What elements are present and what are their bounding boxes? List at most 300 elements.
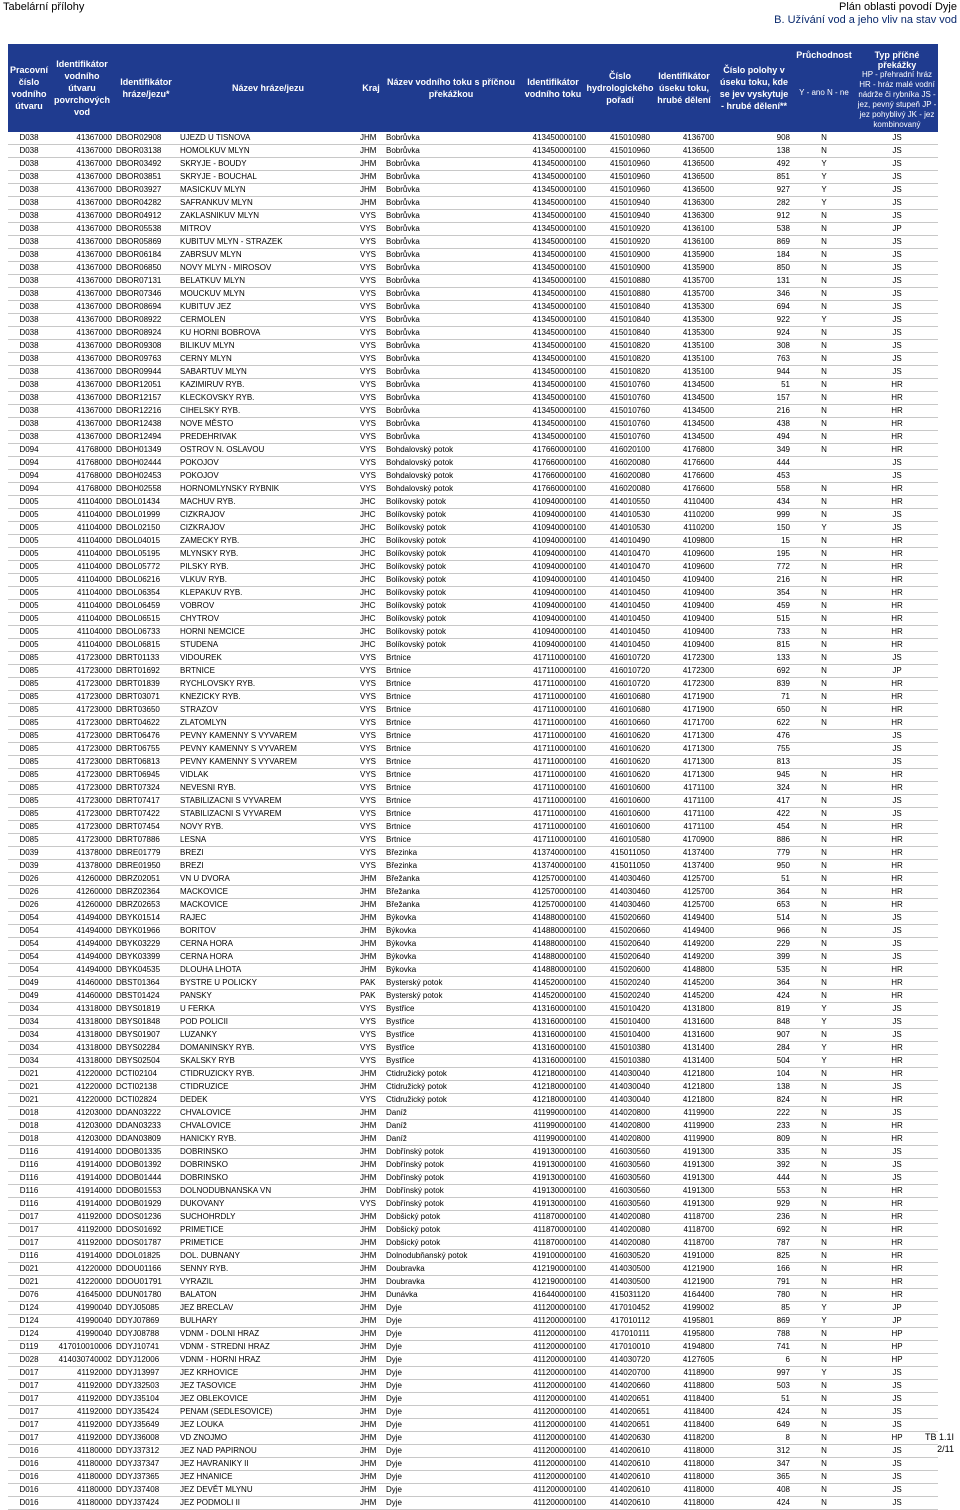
cell-id-useku: 4118800 — [652, 1380, 716, 1393]
cell-nazev-hraze: STRAZOV — [178, 704, 358, 717]
cell-poloha: 364 — [716, 886, 792, 899]
cell-pracovni-cislo: D038 — [8, 210, 50, 223]
cell-hydro-poradi: 415020240 — [588, 977, 652, 990]
cell-nazev-hraze: DUKOVANY — [178, 1198, 358, 1211]
cell-pruchodnost: N — [792, 561, 856, 574]
cell-nazev-hraze: BILIKUV MLYN — [178, 340, 358, 353]
cell-kraj: VYS — [358, 340, 384, 353]
cell-hydro-poradi: 416010600 — [588, 821, 652, 834]
cell-hydro-poradi: 416030560 — [588, 1146, 652, 1159]
cell-poloha: 694 — [716, 301, 792, 314]
cell-nazev-toku: Dyje — [384, 1445, 518, 1458]
cell-hydro-poradi: 414020660 — [588, 1380, 652, 1393]
cell-id-utvaru: 41367000 — [50, 431, 114, 444]
cell-id-toku: 413450000100 — [518, 314, 588, 327]
cell-id-hraze: DDYJ37408 — [114, 1484, 178, 1497]
cell-kraj: JHM — [358, 1211, 384, 1224]
cell-typ-prekazky: JS — [856, 1029, 938, 1042]
cell-typ-prekazky: JS — [856, 951, 938, 964]
cell-hydro-poradi: 414020610 — [588, 1484, 652, 1497]
cell-hydro-poradi: 415020660 — [588, 912, 652, 925]
cell-typ-prekazky: HR — [856, 1289, 938, 1302]
cell-hydro-poradi: 414020800 — [588, 1133, 652, 1146]
cell-id-hraze: DBYK04535 — [114, 964, 178, 977]
cell-id-useku: 4121800 — [652, 1068, 716, 1081]
cell-poloha: 927 — [716, 184, 792, 197]
cell-nazev-toku: Bobrůvka — [384, 210, 518, 223]
cell-nazev-hraze: KLECKOVSKY RYB. — [178, 392, 358, 405]
cell-nazev-toku: Bystřice — [384, 1003, 518, 1016]
cell-typ-prekazky: HR — [856, 1198, 938, 1211]
cell-nazev-toku: Brtnice — [384, 782, 518, 795]
cell-nazev-hraze: BREZI — [178, 847, 358, 860]
cell-typ-prekazky: HR — [856, 834, 938, 847]
cell-kraj: JHM — [358, 1068, 384, 1081]
cell-pracovni-cislo: D038 — [8, 184, 50, 197]
cell-nazev-hraze: VDNM - HORNI HRAZ — [178, 1354, 358, 1367]
col-header-pracovni-cislo: Pracovní číslo vodního útvaru — [9, 65, 49, 111]
cell-id-toku: 413740000100 — [518, 860, 588, 873]
cell-poloha: 538 — [716, 223, 792, 236]
cell-pruchodnost: N — [792, 327, 856, 340]
cell-nazev-toku: Bysterský potok — [384, 990, 518, 1003]
cell-id-toku: 413450000100 — [518, 132, 588, 145]
cell-poloha: 966 — [716, 925, 792, 938]
cell-poloha: 349 — [716, 444, 792, 457]
cell-pruchodnost: N — [792, 795, 856, 808]
cell-hydro-poradi: 415020600 — [588, 964, 652, 977]
cell-nazev-toku: Dobřínský potok — [384, 1185, 518, 1198]
cell-nazev-toku: Bolíkovský potok — [384, 548, 518, 561]
table-row — [8, 730, 938, 743]
cell-nazev-toku: Brtnice — [384, 704, 518, 717]
cell-kraj: JHM — [358, 1120, 384, 1133]
cell-id-useku: 4127605 — [652, 1354, 716, 1367]
cell-id-toku: 410940000100 — [518, 535, 588, 548]
cell-hydro-poradi: 416020080 — [588, 457, 652, 470]
cell-nazev-hraze: HANICKY RYB. — [178, 1133, 358, 1146]
cell-kraj: JHM — [358, 1497, 384, 1510]
cell-pruchodnost: N — [792, 1029, 856, 1042]
cell-poloha: 779 — [716, 847, 792, 860]
cell-id-useku: 4191300 — [652, 1172, 716, 1185]
cell-pracovni-cislo: D017 — [8, 1367, 50, 1380]
cell-id-toku: 413160000100 — [518, 1042, 588, 1055]
cell-nazev-toku: Bohdalovský potok — [384, 457, 518, 470]
cell-nazev-hraze: MITROV — [178, 223, 358, 236]
cell-typ-prekazky: JS — [856, 743, 938, 756]
cell-pracovni-cislo: D021 — [8, 1276, 50, 1289]
cell-id-hraze: DBOR12051 — [114, 379, 178, 392]
cell-kraj: JHM — [358, 1133, 384, 1146]
cell-nazev-hraze: DOMANINSKY RYB. — [178, 1042, 358, 1055]
cell-hydro-poradi: 414030500 — [588, 1276, 652, 1289]
cell-id-hraze: DBOH02444 — [114, 457, 178, 470]
cell-poloha: 503 — [716, 1380, 792, 1393]
cell-id-hraze: DBYS01848 — [114, 1016, 178, 1029]
cell-pracovni-cislo: D034 — [8, 1003, 50, 1016]
cell-nazev-toku: Bolíkovský potok — [384, 496, 518, 509]
cell-nazev-hraze: SKRYJE - BOUDY — [178, 158, 358, 171]
cell-pruchodnost: Y — [792, 184, 856, 197]
table-row — [8, 899, 938, 912]
cell-typ-prekazky: HR — [856, 613, 938, 626]
cell-pruchodnost: N — [792, 899, 856, 912]
cell-id-hraze: DBOR12494 — [114, 431, 178, 444]
cell-pracovni-cislo: D038 — [8, 431, 50, 444]
cell-poloha: 444 — [716, 457, 792, 470]
cell-nazev-toku: Bobrůvka — [384, 158, 518, 171]
cell-id-utvaru: 41220000 — [50, 1094, 114, 1107]
cell-pruchodnost: N — [792, 652, 856, 665]
cell-kraj: JHM — [358, 1237, 384, 1250]
cell-id-hraze: DBOH02558 — [114, 483, 178, 496]
cell-id-utvaru: 41645000 — [50, 1289, 114, 1302]
cell-id-toku: 413450000100 — [518, 262, 588, 275]
table-row — [8, 1159, 938, 1172]
cell-pracovni-cislo: D116 — [8, 1146, 50, 1159]
cell-nazev-hraze: DOBRINSKO — [178, 1172, 358, 1185]
cell-id-useku: 4109400 — [652, 626, 716, 639]
cell-id-utvaru: 41723000 — [50, 717, 114, 730]
cell-pruchodnost: Y — [792, 1302, 856, 1315]
cell-id-hraze: DDYJ05085 — [114, 1302, 178, 1315]
cell-id-useku: 4135300 — [652, 301, 716, 314]
cell-id-utvaru: 41367000 — [50, 249, 114, 262]
cell-id-utvaru: 41203000 — [50, 1133, 114, 1146]
cell-id-useku: 4191300 — [652, 1185, 716, 1198]
cell-poloha: 347 — [716, 1458, 792, 1471]
cell-hydro-poradi: 415010820 — [588, 353, 652, 366]
cell-id-toku: 413450000100 — [518, 405, 588, 418]
cell-hydro-poradi: 415010960 — [588, 158, 652, 171]
cell-nazev-toku: Bolíkovský potok — [384, 561, 518, 574]
table-row — [8, 808, 938, 821]
cell-id-toku: 413740000100 — [518, 847, 588, 860]
cell-id-utvaru: 41367000 — [50, 405, 114, 418]
cell-hydro-poradi: 415010940 — [588, 197, 652, 210]
cell-poloha: 157 — [716, 392, 792, 405]
table-row — [8, 1029, 938, 1042]
cell-id-utvaru: 41180000 — [50, 1497, 114, 1510]
cell-id-utvaru: 41220000 — [50, 1068, 114, 1081]
cell-id-toku: 419130000100 — [518, 1172, 588, 1185]
table-row — [8, 431, 938, 444]
cell-nazev-hraze: PILSKY RYB. — [178, 561, 358, 574]
cell-id-toku: 414880000100 — [518, 951, 588, 964]
cell-nazev-toku: Bobrůvka — [384, 431, 518, 444]
table-row — [8, 860, 938, 873]
cell-pracovni-cislo: D017 — [8, 1419, 50, 1432]
cell-poloha: 787 — [716, 1237, 792, 1250]
cell-nazev-toku: Břežanka — [384, 899, 518, 912]
cell-pracovni-cislo: D116 — [8, 1159, 50, 1172]
cell-poloha: 392 — [716, 1159, 792, 1172]
cell-hydro-poradi: 416030560 — [588, 1198, 652, 1211]
cell-pracovni-cislo: D085 — [8, 678, 50, 691]
cell-hydro-poradi: 415010760 — [588, 379, 652, 392]
cell-id-utvaru: 41723000 — [50, 678, 114, 691]
cell-id-toku: 410940000100 — [518, 600, 588, 613]
cell-typ-prekazky: JS — [856, 1380, 938, 1393]
cell-pruchodnost: N — [792, 665, 856, 678]
cell-typ-prekazky: HR — [856, 496, 938, 509]
cell-kraj: JHM — [358, 925, 384, 938]
cell-hydro-poradi: 414010470 — [588, 561, 652, 574]
cell-typ-prekazky: JS — [856, 340, 938, 353]
cell-kraj: VYS — [358, 730, 384, 743]
cell-id-useku: 4118700 — [652, 1224, 716, 1237]
cell-nazev-toku: Brtnice — [384, 678, 518, 691]
cell-typ-prekazky: HR — [856, 418, 938, 431]
cell-id-useku: 4171300 — [652, 743, 716, 756]
cell-id-useku: 4171700 — [652, 717, 716, 730]
cell-nazev-hraze: VIDOUREK — [178, 652, 358, 665]
table-row — [8, 340, 938, 353]
cell-pruchodnost: N — [792, 249, 856, 262]
cell-typ-prekazky: HR — [856, 1185, 938, 1198]
cell-nazev-hraze: MLYNSKY RYB. — [178, 548, 358, 561]
cell-poloha: 950 — [716, 860, 792, 873]
cell-nazev-hraze: VDNM - STREDNI HRAZ — [178, 1341, 358, 1354]
cell-kraj: VYS — [358, 691, 384, 704]
cell-pracovni-cislo: D005 — [8, 535, 50, 548]
table-row — [8, 1003, 938, 1016]
table-row — [8, 925, 938, 938]
cell-id-toku: 413450000100 — [518, 197, 588, 210]
table-row — [8, 1081, 938, 1094]
cell-id-toku: 411200000100 — [518, 1497, 588, 1510]
cell-id-useku: 4134500 — [652, 379, 716, 392]
cell-id-utvaru: 41494000 — [50, 938, 114, 951]
cell-id-toku: 413450000100 — [518, 236, 588, 249]
cell-id-toku: 413450000100 — [518, 249, 588, 262]
cell-hydro-poradi: 414020610 — [588, 1497, 652, 1510]
cell-pracovni-cislo: D034 — [8, 1055, 50, 1068]
cell-id-hraze: DBOR05538 — [114, 223, 178, 236]
cell-typ-prekazky: HR — [856, 821, 938, 834]
cell-pracovni-cislo: D038 — [8, 418, 50, 431]
cell-hydro-poradi: 414010450 — [588, 587, 652, 600]
cell-pracovni-cislo: D021 — [8, 1263, 50, 1276]
cell-nazev-hraze: SKRYJE - BOUCHAL — [178, 171, 358, 184]
cell-pracovni-cislo: D038 — [8, 314, 50, 327]
cell-nazev-hraze: MACKOVICE — [178, 899, 358, 912]
cell-nazev-hraze: VD ZNOJMO — [178, 1432, 358, 1445]
plan-title: Plán oblasti povodí Dyje — [838, 1, 957, 13]
cell-pruchodnost: N — [792, 1250, 856, 1263]
cell-nazev-hraze: STUDENA — [178, 639, 358, 652]
cell-id-useku: 4109400 — [652, 574, 716, 587]
table-row — [8, 782, 938, 795]
cell-poloha: 417 — [716, 795, 792, 808]
cell-typ-prekazky: JS — [856, 1406, 938, 1419]
cell-id-hraze: DDOU01166 — [114, 1263, 178, 1276]
cell-id-useku: 4191300 — [652, 1159, 716, 1172]
cell-pracovni-cislo: D085 — [8, 795, 50, 808]
cell-hydro-poradi: 416030520 — [588, 1250, 652, 1263]
cell-id-useku: 4136300 — [652, 210, 716, 223]
cell-pracovni-cislo: D054 — [8, 964, 50, 977]
cell-id-useku: 4172300 — [652, 678, 716, 691]
table-row — [8, 1484, 938, 1497]
cell-poloha: 438 — [716, 418, 792, 431]
cell-typ-prekazky: JS — [856, 938, 938, 951]
cell-nazev-hraze: DEDEK — [178, 1094, 358, 1107]
cell-hydro-poradi: 415020640 — [588, 951, 652, 964]
cell-typ-prekazky: HP — [856, 1354, 938, 1367]
cell-poloha: 791 — [716, 1276, 792, 1289]
cell-id-useku: 4135900 — [652, 262, 716, 275]
cell-id-toku: 413450000100 — [518, 145, 588, 158]
cell-hydro-poradi: 414020800 — [588, 1107, 652, 1120]
cell-kraj: JHM — [358, 184, 384, 197]
cell-nazev-hraze: CHVALOVICE — [178, 1107, 358, 1120]
cell-hydro-poradi: 415010760 — [588, 392, 652, 405]
cell-nazev-toku: Bystřice — [384, 1042, 518, 1055]
cell-nazev-toku: Daníž — [384, 1133, 518, 1146]
cell-id-hraze: DDOL01825 — [114, 1250, 178, 1263]
cell-id-hraze: DDYJ37365 — [114, 1471, 178, 1484]
cell-kraj: JHM — [358, 1172, 384, 1185]
cell-id-utvaru: 41367000 — [50, 236, 114, 249]
cell-nazev-toku: Ctidružický potok — [384, 1068, 518, 1081]
cell-id-utvaru: 41378000 — [50, 847, 114, 860]
cell-id-useku: 4118400 — [652, 1406, 716, 1419]
cell-id-hraze: DDYJ37312 — [114, 1445, 178, 1458]
cell-hydro-poradi: 415010760 — [588, 405, 652, 418]
cell-pracovni-cislo: D005 — [8, 548, 50, 561]
cell-id-toku: 412180000100 — [518, 1094, 588, 1107]
cell-nazev-toku: Dyje — [384, 1484, 518, 1497]
cell-poloha: 233 — [716, 1120, 792, 1133]
cell-pracovni-cislo: D039 — [8, 860, 50, 873]
cell-id-hraze: DBOL06354 — [114, 587, 178, 600]
cell-pruchodnost: N — [792, 1484, 856, 1497]
cell-typ-prekazky: JS — [856, 275, 938, 288]
table-row — [8, 132, 938, 145]
cell-id-useku: 4119900 — [652, 1107, 716, 1120]
cell-pruchodnost: N — [792, 1341, 856, 1354]
cell-id-utvaru: 41367000 — [50, 223, 114, 236]
cell-id-hraze: DBOR03138 — [114, 145, 178, 158]
cell-id-useku: 4109400 — [652, 600, 716, 613]
cell-id-toku: 411200000100 — [518, 1315, 588, 1328]
cell-pruchodnost: N — [792, 834, 856, 847]
cell-typ-prekazky: HR — [856, 561, 938, 574]
cell-poloha: 229 — [716, 938, 792, 951]
cell-id-utvaru: 41367000 — [50, 184, 114, 197]
cell-id-useku: 4176600 — [652, 470, 716, 483]
cell-id-utvaru: 41723000 — [50, 808, 114, 821]
cell-kraj: VYS — [358, 782, 384, 795]
cell-nazev-toku: Býkovka — [384, 912, 518, 925]
cell-hydro-poradi: 414020610 — [588, 1471, 652, 1484]
cell-poloha: 138 — [716, 1081, 792, 1094]
cell-hydro-poradi: 416030560 — [588, 1185, 652, 1198]
cell-id-utvaru: 41990040 — [50, 1302, 114, 1315]
cell-id-hraze: DDOB01929 — [114, 1198, 178, 1211]
cell-id-utvaru: 41104000 — [50, 587, 114, 600]
cell-pracovni-cislo: D049 — [8, 977, 50, 990]
cell-kraj: PAK — [358, 977, 384, 990]
cell-id-toku: 417110000100 — [518, 769, 588, 782]
cell-kraj: VYS — [358, 405, 384, 418]
cell-typ-prekazky: JS — [856, 795, 938, 808]
cell-nazev-toku: Daníž — [384, 1107, 518, 1120]
table-row — [8, 1016, 938, 1029]
cell-kraj: VYS — [358, 457, 384, 470]
cell-nazev-hraze: LESNA — [178, 834, 358, 847]
cell-nazev-toku: Dyje — [384, 1302, 518, 1315]
cell-poloha: 692 — [716, 665, 792, 678]
cell-id-useku: 4118700 — [652, 1211, 716, 1224]
cell-id-toku: 417110000100 — [518, 691, 588, 704]
cell-id-toku: 417110000100 — [518, 821, 588, 834]
cell-hydro-poradi: 414030040 — [588, 1081, 652, 1094]
cell-pracovni-cislo: D016 — [8, 1445, 50, 1458]
cell-typ-prekazky: JS — [856, 457, 938, 470]
cell-typ-prekazky: JS — [856, 1419, 938, 1432]
cell-id-hraze: DDOB01444 — [114, 1172, 178, 1185]
cell-kraj: VYS — [358, 379, 384, 392]
cell-pracovni-cislo: D038 — [8, 405, 50, 418]
cell-id-toku: 417110000100 — [518, 717, 588, 730]
table-row — [8, 756, 938, 769]
cell-poloha: 997 — [716, 1367, 792, 1380]
cell-kraj: JHM — [358, 1432, 384, 1445]
cell-typ-prekazky: HR — [856, 782, 938, 795]
cell-typ-prekazky: HR — [856, 483, 938, 496]
cell-poloha: 839 — [716, 678, 792, 691]
cell-nazev-toku: Býkovka — [384, 964, 518, 977]
cell-pracovni-cislo: D038 — [8, 288, 50, 301]
table-row — [8, 951, 938, 964]
cell-id-hraze: DBOR09763 — [114, 353, 178, 366]
table-row — [8, 457, 938, 470]
cell-nazev-hraze: NOVY RYB. — [178, 821, 358, 834]
cell-id-useku: 4134500 — [652, 405, 716, 418]
cell-id-utvaru: 41318000 — [50, 1055, 114, 1068]
cell-typ-prekazky: JS — [856, 1003, 938, 1016]
cell-pracovni-cislo: D018 — [8, 1133, 50, 1146]
cell-id-toku: 412570000100 — [518, 873, 588, 886]
cell-typ-prekazky: JS — [856, 1172, 938, 1185]
table-row — [8, 1276, 938, 1289]
cell-id-utvaru: 41104000 — [50, 496, 114, 509]
cell-kraj: VYS — [358, 704, 384, 717]
cell-hydro-poradi: 414010450 — [588, 639, 652, 652]
cell-nazev-toku: Bobrůvka — [384, 314, 518, 327]
cell-hydro-poradi: 415020240 — [588, 990, 652, 1003]
cell-nazev-hraze: JEZ TASOVICE — [178, 1380, 358, 1393]
cell-nazev-hraze: PRIMETICE — [178, 1237, 358, 1250]
cell-id-hraze: DBOR03851 — [114, 171, 178, 184]
cell-hydro-poradi: 414020651 — [588, 1406, 652, 1419]
cell-typ-prekazky: JS — [856, 522, 938, 535]
cell-nazev-toku: Bystřice — [384, 1029, 518, 1042]
cell-poloha: 999 — [716, 509, 792, 522]
cell-id-useku: 4135300 — [652, 314, 716, 327]
cell-id-hraze: DDYJ12006 — [114, 1354, 178, 1367]
cell-id-toku: 417110000100 — [518, 665, 588, 678]
cell-pruchodnost: Y — [792, 1055, 856, 1068]
table-row — [8, 353, 938, 366]
cell-poloha: 741 — [716, 1341, 792, 1354]
table-row — [8, 288, 938, 301]
cell-id-useku: 4118000 — [652, 1458, 716, 1471]
cell-id-toku: 413450000100 — [518, 210, 588, 223]
